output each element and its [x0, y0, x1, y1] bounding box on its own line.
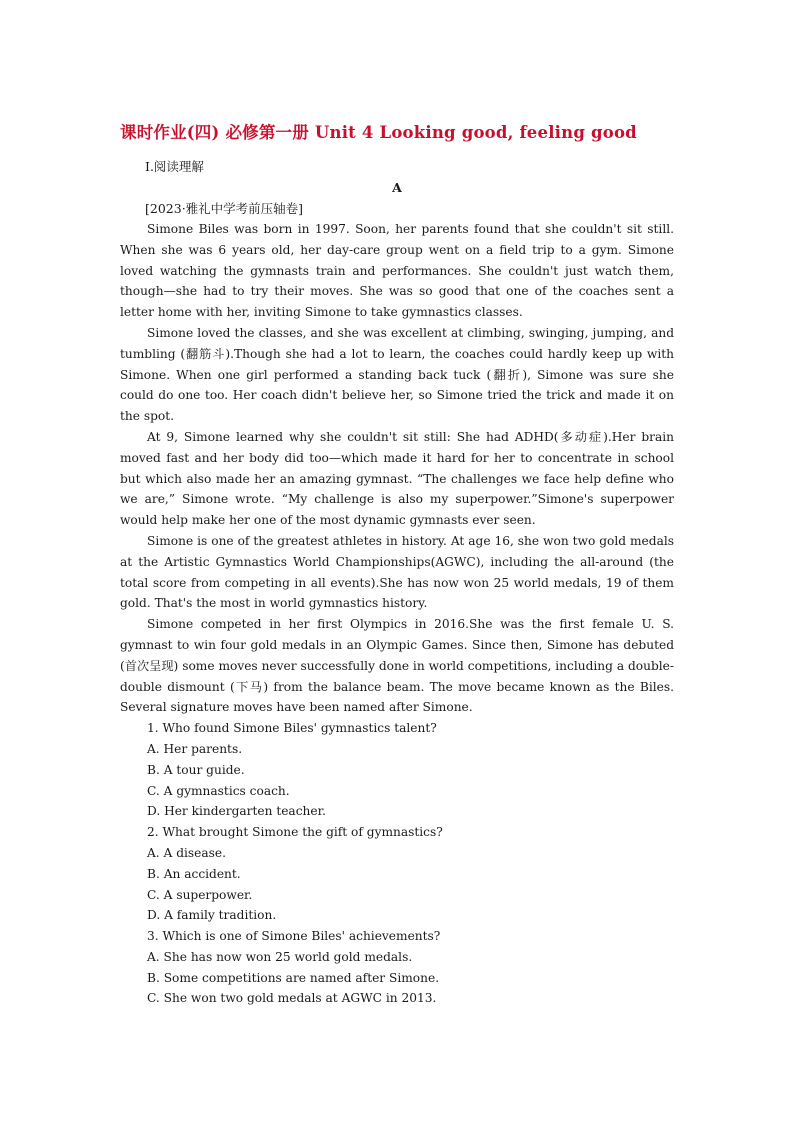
option-1b: B. A tour guide. [147, 762, 245, 777]
question-1: 1. Who found Simone Biles' gymnastics talent? [147, 721, 437, 736]
option-2a: A. A disease. [147, 845, 226, 860]
source-note: [2023·雅礼中学考前压轴卷] [145, 201, 304, 216]
paragraph-3: At 9, Simone learned why she couldn't sit still: She had ADHD(多动症).Her brain moved fast and her body did too—which made it hard for her to concentrate in school but which also made her an amazing gymnast. “The challenges we face help define who we are,” Simone wrote. “My challenge is also my superpower.”Simone's superpower would help make her one of the most dynamic gymnasts ever seen. [120, 429, 674, 528]
option-2c: C. A superpower. [147, 887, 253, 902]
option-2b: B. An accident. [147, 866, 241, 881]
passage-label: A [392, 180, 402, 195]
option-1a: A. Her parents. [147, 741, 243, 756]
question-2: 2. What brought Simone the gift of gymnastics? [147, 825, 443, 840]
option-2d: D. A family tradition. [147, 908, 277, 923]
paragraph-1: Simone Biles was born in 1997. Soon, her parents found that she couldn't sit still. When she was 6 years old, her day-care group went on a field trip to a gym. Simone loved watching the gymnasts train and performances. She couldn't just watch them, though—she had to try their moves. She was so good that one of the coaches sent a letter home with her, inviting Simone to take gymnastics classes. [120, 222, 674, 320]
question-3: 3. Which is one of Simone Biles' achievements? [147, 929, 441, 944]
worksheet-page [120, 120, 674, 1009]
option-1c: C. A gymnastics coach. [147, 783, 290, 798]
option-3c: C. She won two gold medals at AGWC in 2013. [147, 991, 437, 1006]
option-1d: D. Her kindergarten teacher. [147, 804, 326, 819]
page-title: 课时作业(四) 必修第一册 Unit 4 Looking good, feeling good [120, 123, 637, 142]
paragraph-2: Simone loved the classes, and she was excellent at climbing, swinging, jumping, and tumbling (翻筋斗).Though she had a lot to learn, the coaches could hardly keep up with Simone. When one girl performed a standing back tuck (翻折), Simone was sure she could do one too. Her coach didn't believe her, so Simone tried the trick and made it on the spot. [120, 325, 674, 424]
option-3a: A. She has now won 25 world gold medals. [147, 949, 413, 964]
option-3b: B. Some competitions are named after Simone. [147, 970, 440, 985]
paragraph-4: Simone is one of the greatest athletes in history. At age 16, she won two gold medals at the Artistic Gymnastics World Championships(AGWC), including the all-around (the total score from competing in all events).She has now won 25 world medals, 19 of them gold. That's the most in world gymnastics history. [120, 533, 674, 611]
paragraph-5: Simone competed in her first Olympics in 2016.She was the first female U. S. gymnast to win four gold medals in an Olympic Games. Since then, Simone has debuted (首次呈现) some moves never successfully done in world competitions, including a double-double dismount (下马) from the balance beam. The move became known as the Biles. Several signature moves have been named after Simone. [120, 617, 674, 715]
section-heading: Ⅰ.阅读理解 [145, 159, 204, 174]
